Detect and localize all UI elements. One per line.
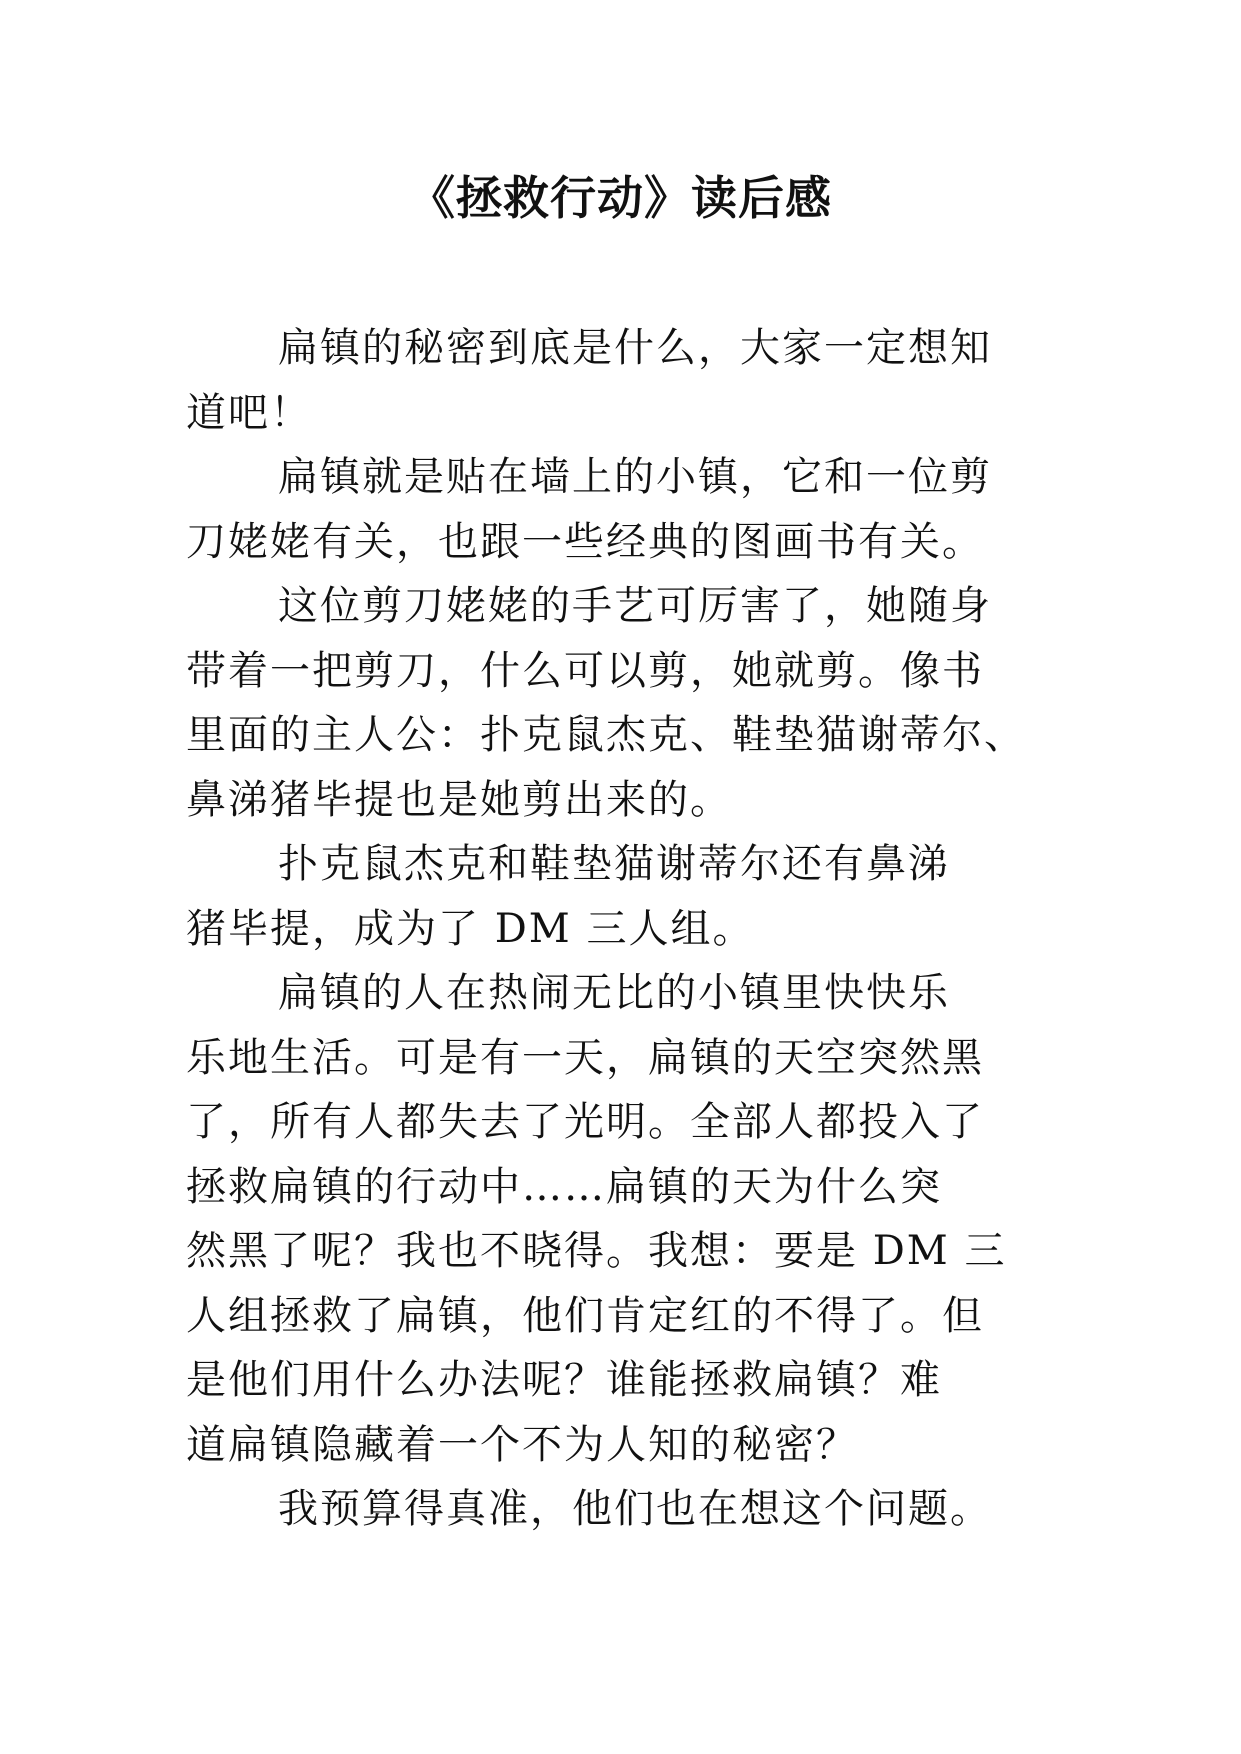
body-line: 道扁镇隐藏着一个不为人知的秘密？ (186, 1421, 858, 1468)
body-line: 扁镇就是贴在墙上的小镇，它和一位剪 (278, 454, 992, 500)
body-line: 我预算得真准，他们也在想这个问题。 (278, 1486, 992, 1532)
body-line: 刀姥姥有关，也跟一些经典的图画书有关。 (186, 518, 984, 565)
body-line: 拯救扁镇的行动中……扁镇的天为什么突 (186, 1163, 942, 1210)
body-line: 是他们用什么办法呢？谁能拯救扁镇？难 (186, 1357, 942, 1403)
body-line: 乐地生活。可是有一天，扁镇的天空突然黑 (186, 1034, 984, 1081)
body-line: 这位剪刀姥姥的手艺可厉害了，她随身 (278, 583, 992, 629)
body-line: 道吧！ (186, 389, 312, 436)
body-line: 猪毕提，成为了 DM 三人组。 (186, 905, 755, 952)
body-line: 了，所有人都失去了光明。全部人都投入了 (186, 1099, 984, 1145)
document-title: 《拯救行动》读后感 (409, 171, 832, 225)
body-line: 鼻涕猪毕提也是她剪出来的。 (186, 776, 732, 823)
document-body (186, 316, 1086, 1542)
body-line: 扁镇的秘密到底是什么，大家一定想知 (278, 325, 992, 371)
body-line: 然黑了呢？我也不晓得。我想：要是 DM 三 (186, 1228, 1007, 1274)
body-line: 里面的主人公：扑克鼠杰克、鞋垫猫谢蒂尔、 (186, 712, 1026, 758)
body-line: 人组拯救了扁镇，他们肯定红的不得了。但 (186, 1292, 984, 1339)
body-line: 扁镇的人在热闹无比的小镇里快快乐 (278, 970, 950, 1016)
body-line: 扑克鼠杰克和鞋垫猫谢蒂尔还有鼻涕 (278, 841, 950, 887)
body-line: 带着一把剪刀，什么可以剪，她就剪。像书 (186, 647, 984, 694)
